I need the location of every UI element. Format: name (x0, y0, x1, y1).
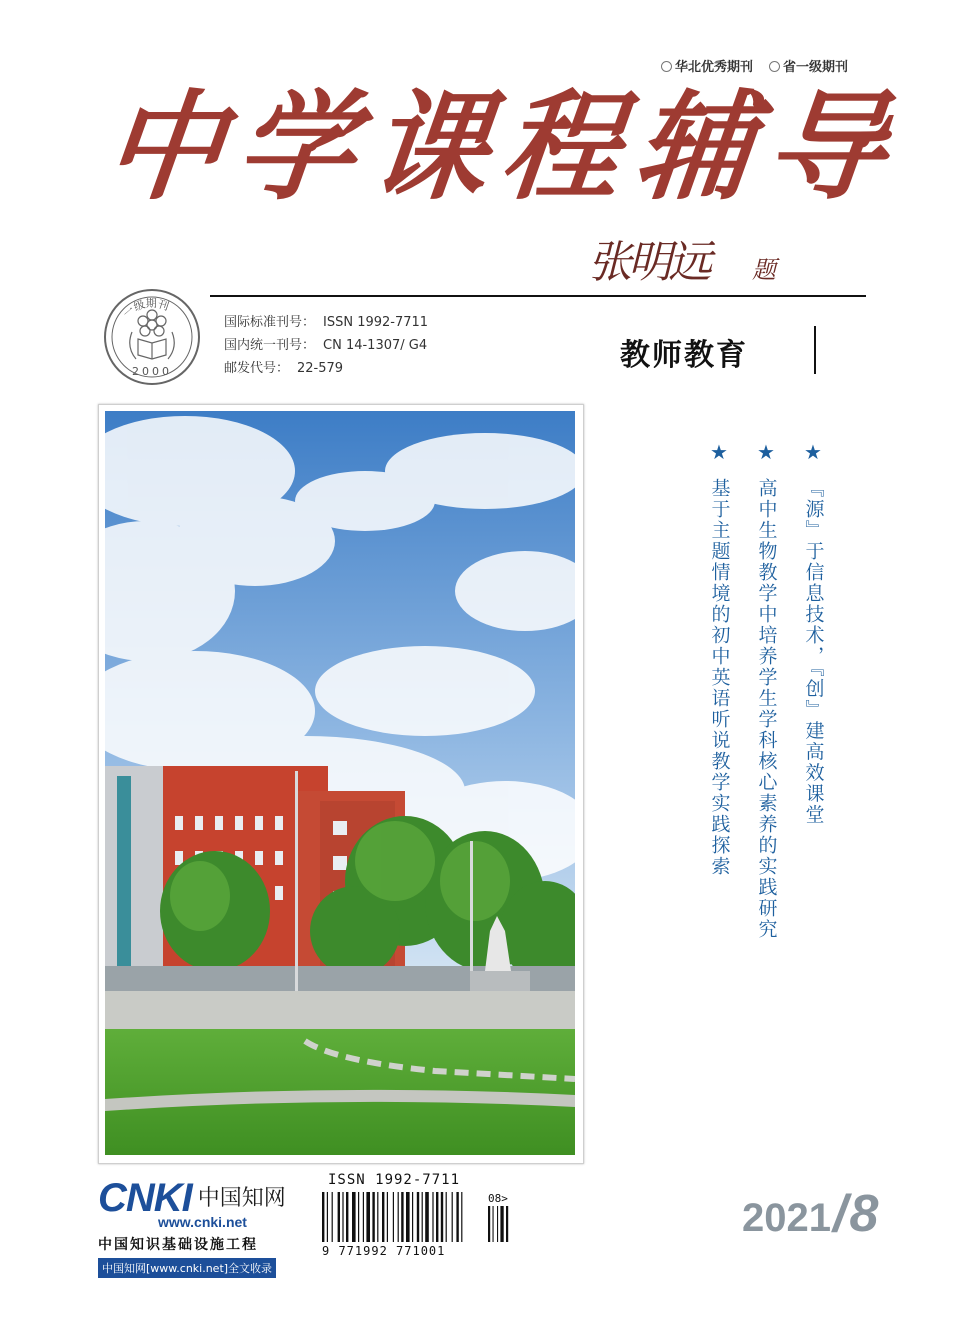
barcode-bar (382, 1192, 384, 1242)
barcode-addon-bar (506, 1206, 508, 1242)
headline-text: 『源』于信息技术，『创』建高效课堂 (802, 478, 825, 826)
barcode-bar (406, 1192, 410, 1242)
barcode-bar (342, 1192, 343, 1242)
circle-icon (769, 61, 780, 72)
barcode-bar (461, 1192, 462, 1242)
headline-text: 高中生物教学中培养学生学科核心素养的实践研究 (755, 478, 778, 940)
barcode-bar (363, 1192, 364, 1242)
section-title: 教师教育 (620, 338, 748, 373)
quality-badges (661, 56, 848, 75)
barcode-bar (352, 1192, 356, 1242)
cnki-chinese-name: 中国知网 (197, 1186, 286, 1211)
barcode-bar (327, 1192, 328, 1242)
barcode-number: 9 771992 771001 (322, 1244, 446, 1258)
barcode-bar (358, 1192, 359, 1242)
barcode-bar (346, 1192, 348, 1242)
headline-1 (800, 440, 826, 826)
section-bar (814, 326, 816, 374)
issue-year: 2021 (742, 1196, 831, 1240)
issn-line: 国际标准刊号： ISSN 1992-7711 (224, 315, 429, 330)
badge-provincial: 省一级期刊 (769, 56, 848, 75)
first-class-journal-seal (102, 287, 202, 387)
barcode-bar (452, 1192, 453, 1242)
barcode-bar (417, 1192, 419, 1242)
barcode-addon-bar (488, 1206, 490, 1242)
barcode-addon-bar (493, 1206, 494, 1242)
issue-number (742, 1184, 878, 1244)
barcode-bar (412, 1192, 413, 1242)
cnki-logo (98, 1178, 288, 1278)
barcode-bar (372, 1192, 374, 1242)
cn-line: 国内统一刊号： CN 14-1307/ G4 (224, 338, 428, 353)
campus-photo (105, 411, 575, 1155)
barcode-bar (398, 1192, 399, 1242)
barcode-addon-bar (497, 1206, 498, 1242)
inscription-suffix: 题 (752, 256, 776, 284)
title-char: 中 (97, 77, 231, 216)
title-char: 程 (494, 77, 628, 216)
barcode-bar (322, 1192, 324, 1242)
barcode-bar (377, 1192, 378, 1242)
cnki-indexing-bar: 中国知网[www.cnki.net]全文收录 (98, 1258, 276, 1278)
badge-north-china: 华北优秀期刊 (661, 56, 753, 75)
cnki-project: 中国知识基础设施工程 (98, 1237, 258, 1253)
cnki-wordmark: CNKI (98, 1176, 192, 1220)
issue-slash: / (832, 1185, 848, 1243)
barcode-bar (393, 1192, 394, 1242)
title-char: 辅 (627, 77, 760, 216)
journal-title (97, 77, 893, 216)
barcode-bar (436, 1192, 438, 1242)
seal-top-text: 一级期刊 (120, 296, 171, 321)
barcode-bar (332, 1192, 333, 1242)
barcode-issn: ISSN 1992-7711 (328, 1172, 461, 1188)
barcode-bar (441, 1192, 443, 1242)
title-char: 学 (230, 77, 363, 216)
issue-no: 8 (849, 1185, 879, 1243)
star-icon: ★ (804, 440, 822, 464)
headline-2 (753, 440, 779, 940)
headline-3 (706, 440, 732, 877)
barcode-bar (338, 1192, 340, 1242)
barcode-bar (446, 1192, 447, 1242)
postal-line: 邮发代号： 22-579 (224, 361, 344, 376)
calligraphy-signature: 张明远 (588, 237, 708, 288)
barcode-bar (401, 1192, 403, 1242)
seal-year: 2000 (132, 365, 172, 378)
title-char: 导 (759, 77, 893, 216)
barcode-addon: 08> (488, 1192, 508, 1205)
header-rule (210, 295, 866, 297)
star-icon: ★ (757, 440, 775, 464)
barcode-bar (425, 1192, 429, 1242)
circle-icon (661, 61, 672, 72)
barcode-bar (387, 1192, 388, 1242)
cnki-url: www.cnki.net (158, 1214, 247, 1230)
star-icon: ★ (710, 440, 728, 464)
barcode-addon-bar (500, 1206, 503, 1242)
barcode-bar (432, 1192, 433, 1242)
title-char: 课 (362, 77, 496, 216)
barcode-bar (456, 1192, 458, 1242)
headline-text: 基于主题情境的初中英语听说教学实践探索 (708, 478, 731, 877)
barcode-bar (422, 1192, 423, 1242)
barcode-bar (366, 1192, 370, 1242)
